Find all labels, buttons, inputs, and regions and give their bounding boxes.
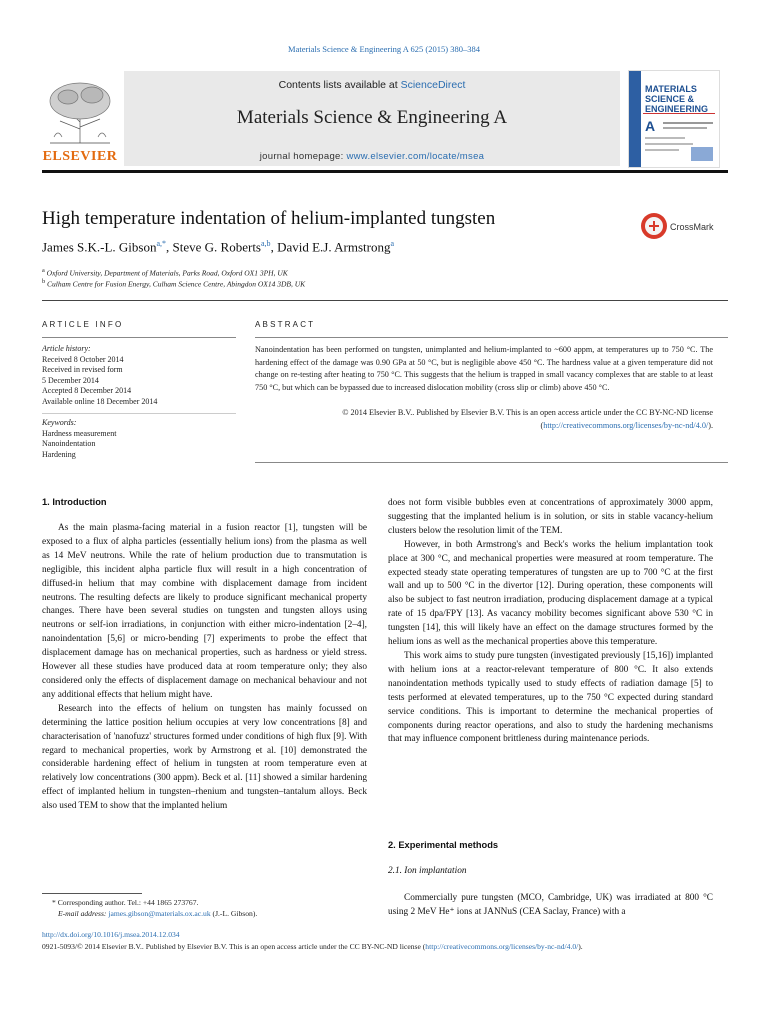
paragraph: This work aims to study pure tungsten (investigated previously [15,16]) implanted with helium ions at a reactor-relevant temperature of 800 °C. It also extends nanoindentation methods typically used to study effects of radiation damage [5] to tests performed at elevated temperatures, up to the 750 °C expected during standard service conditions. This is important to determine the mechanical properties of components during reactor operations, and also to study the hardening mechanisms that may influence component brittleness during maintenance periods. [388, 650, 713, 745]
paper-title: High temperature indentation of helium-implanted tungsten [42, 208, 496, 229]
footer-license-link[interactable]: http://creativecommons.org/licenses/by-nc-nd/4.0/ [425, 942, 579, 951]
article-history: Article history: Received 8 October 2014 Received in revised form 5 December 2014 Accepted 8 December 2014 Available online 18 December 2014 [42, 344, 158, 406]
sciencedirect-link[interactable]: ScienceDirect [400, 79, 466, 91]
keywords-rule [42, 413, 236, 414]
author-name[interactable]: Steve G. Roberts [172, 239, 261, 255]
journal-citation[interactable]: Materials Science & Engineering A 625 (2015) 380–384 [288, 44, 480, 54]
paragraph: As the main plasma-facing material in a fusion reactor [1], tungsten will be exposed to a flux of alpha particles (essentially helium ions) from the plasma as well as 14 MeV neutrons. While the rate of helium production due to transmutation is negligible, this incident alpha particle flux will result in a high concentration of diffused-in helium that may combine with displacement damage from incident neutrons. The resulting defects are likely to produce significant mechanical property changes. There have been several studies on tungsten and tungsten alloys using neutrons or self-ion irradiations, in conjunction with either micro-indentation [2–4], nanoindentation [5,6] or micro-bending [7] experiments to probe the effect that displacement damage has on mechanical properties, such as hardness or yield stress. However all these studies have produced data at room temperature only; they also considered only the effects of displacement damage on mechanical behaviour and not any additional effects that helium might have. [42, 523, 367, 700]
article-info-rule [42, 337, 236, 338]
header-rule [42, 170, 728, 173]
keyword: Hardness measurement [42, 428, 117, 438]
journal-title: Materials Science & Engineering A [236, 107, 508, 128]
right-column-bottom [388, 892, 713, 920]
cover-title: MATERIALS SCIENCE & ENGINEERING [645, 84, 709, 114]
homepage-link[interactable]: www.elsevier.com/locate/msea [346, 151, 485, 162]
author-affil-marker[interactable]: a [390, 239, 395, 248]
keyword: Hardening [42, 449, 76, 459]
section-2-heading: 2. Experimental methods [388, 840, 499, 850]
keywords-block: Keywords: Hardness measurement Nanoindentation Hardening [42, 418, 117, 459]
doi-link[interactable]: http://dx.doi.org/10.1016/j.msea.2014.12.034 [42, 930, 180, 939]
corresponding-author-footnote: * Corresponding author. Tel.: +44 1865 273767. E-mail address: james.gibson@materials.ox.ac.uk (J.-L. Gibson). [52, 898, 258, 918]
crossmark-label: CrossMark [670, 222, 714, 232]
affiliation-a: $^a$ Oxford University, Department of Materials, Parks Road, Oxford OX1 3PH, UK [42, 267, 288, 278]
article-info-heading: ARTICLE INFO [42, 320, 124, 329]
left-column [42, 522, 367, 814]
right-column-top [388, 497, 713, 747]
author-name[interactable]: David E.J. Armstrong [277, 239, 391, 255]
footnote-rule [42, 893, 142, 894]
contents-line: Contents lists available at ScienceDirect [278, 79, 466, 91]
cc-license-link[interactable]: http://creativecommons.org/licenses/by-nc-nd/4.0/ [543, 420, 709, 430]
author-affil-marker[interactable]: a,b [261, 239, 271, 248]
section-2-1-heading: 2.1. Ion implantation [388, 866, 467, 876]
issn-copyright-line: 0921-5093/© 2014 Elsevier B.V.. Published by Elsevier B.V. This is an open access article under the CC BY-NC-ND license (http://creativecommons.org/licenses/by-nc-nd/4.0/). [42, 942, 583, 951]
elsevier-wordmark: ELSEVIER [42, 149, 118, 164]
abstract-license: © 2014 Elsevier B.V.. Published by Elsevier B.V. This is an open access article under the CC BY-NC-ND license (http://creativecommons.org/licenses/by-nc-nd/4.0/). [342, 408, 713, 430]
journal-cover-thumbnail[interactable] [628, 70, 720, 168]
cover-letter: A [645, 118, 656, 134]
abstract-bottom-rule [255, 462, 728, 463]
author-email-link[interactable]: james.gibson@materials.ox.ac.uk [108, 908, 211, 918]
abstract-heading: ABSTRACT [255, 320, 316, 329]
author-affil-marker[interactable]: a,* [156, 239, 167, 248]
author-list: James S.K.-L. Gibson$^{a,*}$, Steve G. Roberts$^{a,b}$, David E.J. Armstrong$^a$ [42, 239, 395, 255]
abstract-rule [255, 337, 728, 338]
affiliation-b: $^b$ Culham Centre for Fusion Energy, Culham Science Centre, Abingdon OX14 3DB, UK [42, 278, 306, 289]
paragraph: Research into the effects of helium on tungsten has mainly focussed on determining the lattice position helium occupies at very low concentrations [8] and characterisation of 'nanofuzz' structures formed under conditions of high flux [9]. With regard to mechanical properties, work by Armstrong et al. [10] demonstrated the considerable hardening effect of helium in tungsten at room temperature even at relatively low concentrations (300 appm). Beck et al. [11] showed a similar hardening effect of implanted helium in tungsten–rhenium and tungsten–tantalum alloys. Beck also used TEM to show that the implanted helium [42, 703, 367, 812]
paragraph: Commercially pure tungsten (MCO, Cambridge, UK) was irradiated at 800 °C using 2 MeV He⁺ ions at JANNuS (CEA Saclay, France) with a [388, 893, 713, 917]
title-rule [42, 300, 728, 301]
journal-homepage: journal homepage: www.elsevier.com/locate/msea [259, 151, 485, 162]
author-name[interactable]: James S.K.-L. Gibson [42, 239, 157, 255]
keyword: Nanoindentation [42, 439, 96, 449]
abstract-body: Nanoindentation has been performed on tungsten, unimplanted and helium-implanted to ~600 appm, at temperatures up to 750 °C. The hardening effect of the damage was 0.90 GPa at 50 °C, but is negligible above 450 °C. The hardness value at a given temperature did not change on re-testing after heating to 750 °C. This suggests that the helium is trapped in small vacancy complexes that are stable to at least 750 °C, but which can be bypassed due to increased dislocation mobility (cross slip or climb) above 450 °C. [255, 345, 713, 392]
journal-header-box [124, 71, 620, 166]
paragraph: However, in both Armstrong's and Beck's works the helium implantation took place at 300 °C, and mechanical properties were measured at room temperature. The expected steady state operating temperatures of tungsten are up to 700 °C at the first wall and up to 500 °C in the divertor [12]. During operation, these components will also be subject to fast neutron irradiation, producing displacement damage at a typical rate of 15 dpa/FPY [13]. As vacancy mobility becomes significant above 530 °C in tungsten [14], this will likely have an effect on the damage structures formed by the helium ions as well as the mechanical properties above this temperature. [388, 539, 713, 648]
paragraph: does not form visible bubbles even at concentrations of approximately 3000 appm, suggesting that the implanted helium is in solution, or sits in stable vacancy-helium clusters below the resolution limit of the TEM. [388, 498, 713, 536]
section-1-heading: 1. Introduction [42, 497, 107, 507]
crossmark-badge[interactable] [640, 212, 730, 240]
